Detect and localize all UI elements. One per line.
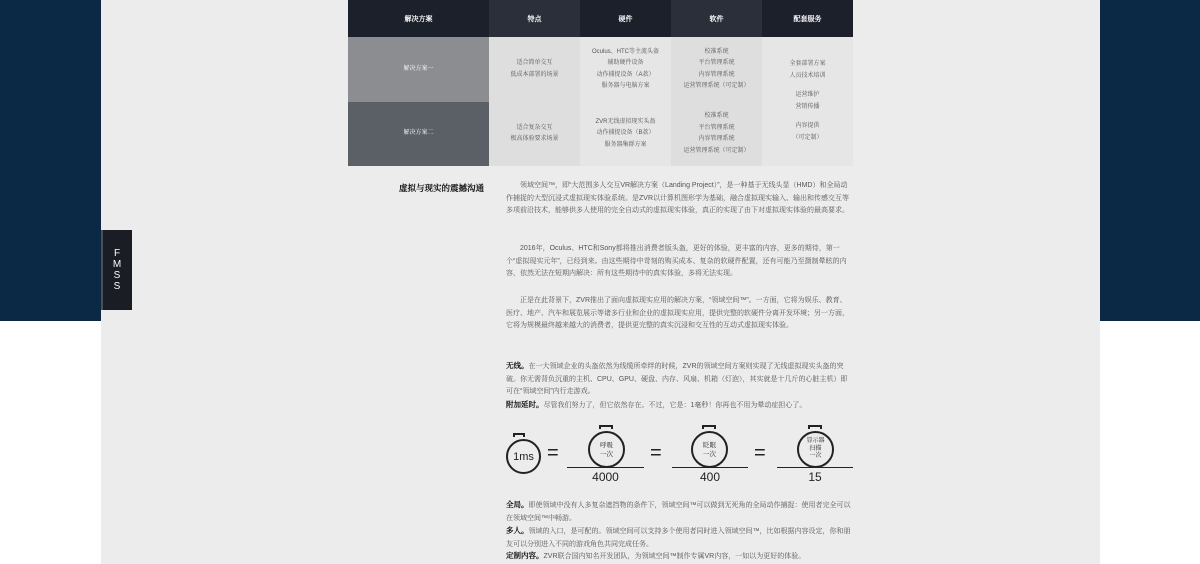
stopwatch-line: 一次 <box>809 453 822 460</box>
stopwatch-icon <box>599 425 613 429</box>
stopwatch-icon <box>513 433 525 437</box>
table-header-solution: 解决方案 <box>348 0 489 37</box>
hardware-line: ZVR无线虚拟现实头盔 <box>595 118 656 125</box>
equals-sign: = <box>754 442 766 464</box>
row-name-solution-1 <box>348 37 489 102</box>
paragraph-latency <box>506 399 852 413</box>
stopwatch-breath <box>588 431 625 468</box>
stopwatch-display-scan <box>797 431 834 468</box>
software-line: 校准系统 <box>704 113 729 119</box>
paragraph-text: 尽管我们努力了，但它依然存在。不过，它是：1毫秒！你再也不用为晕动症担心了。 <box>543 402 807 409</box>
service-line: 人员技术培训 <box>789 72 826 79</box>
paragraph-label: 多人。 <box>506 526 529 535</box>
fraction-value: 4000 <box>592 470 619 484</box>
row-name: 解决方案二 <box>403 130 434 137</box>
stopwatch-icon <box>808 425 822 429</box>
hardware-line: 服务器集群方案 <box>604 141 647 148</box>
paragraph-label: 附加延时。 <box>506 400 544 409</box>
row1-features <box>489 37 580 102</box>
paragraph-custom-content <box>506 550 852 564</box>
row2-hardware <box>580 102 671 166</box>
row2-features <box>489 102 580 166</box>
software-line: 内容管理系统 <box>698 71 735 78</box>
software-line: 运营管理系统（可定制） <box>683 147 750 154</box>
paragraph-global <box>506 499 852 525</box>
stopwatch-label: 1ms <box>513 450 534 463</box>
services-cell <box>762 37 853 166</box>
fraction-value: 15 <box>808 470 822 484</box>
stopwatch-line: 扫描 <box>809 445 822 452</box>
table-header-hardware: 硬件 <box>580 0 671 37</box>
stopwatch-line: 显示器 <box>806 438 825 445</box>
feature-line: 适合简单交互 <box>516 60 553 66</box>
row1-software <box>671 37 762 102</box>
fmss-side-tab[interactable] <box>101 230 132 310</box>
software-line: 运营管理系统（可定制） <box>683 83 750 89</box>
hardware-line: 动作捕捉设备（B款） <box>596 130 655 137</box>
service-line: 全套部署方案 <box>789 61 826 67</box>
software-line: 内容管理系统 <box>698 136 735 142</box>
paragraph-label: 无线。 <box>506 361 529 370</box>
hardware-line: 辅助硬件设备 <box>607 60 644 66</box>
hardware-line: Oculus、HTC等主流头盔 <box>591 48 659 55</box>
equals-sign: = <box>650 442 662 464</box>
hardware-line: 服务器与电脑方案 <box>601 83 650 89</box>
paragraph-multi-user <box>506 525 852 551</box>
table-header-software: 软件 <box>671 0 762 37</box>
software-line: 校准系统 <box>704 48 729 55</box>
stopwatch-blink <box>691 431 728 468</box>
table-header-services: 配套服务 <box>762 0 853 37</box>
paragraph-text: 即使领域中没有人多复杂遮挡物的条件下，领域空间™可以做到无死角的全局动作捕捉：使用者完全可以在领域空间™中畅游。 <box>506 502 851 522</box>
row2-software <box>671 102 762 166</box>
service-line: 营销传播 <box>795 103 820 110</box>
fraction-line <box>777 467 853 468</box>
paragraph-label: 全局。 <box>506 500 529 509</box>
side-tab-letter: S <box>113 281 122 292</box>
service-line: 运营维护 <box>795 92 820 98</box>
feature-line: 极高体验要求场景 <box>510 136 559 142</box>
software-line: 平台管理系统 <box>698 124 735 131</box>
stopwatch-1ms <box>506 439 541 474</box>
side-tab-letter: M <box>112 259 123 270</box>
stopwatch-icon <box>702 425 716 429</box>
table-header-features: 特点 <box>489 0 580 37</box>
hardware-line: 动作捕捉设备（A款） <box>596 71 655 78</box>
fraction-value: 400 <box>699 470 721 484</box>
side-tab-letter: S <box>113 270 122 281</box>
paragraph-wireless <box>506 360 852 399</box>
fraction-line <box>567 467 644 468</box>
service-line: （可定制） <box>792 134 823 141</box>
article-heading: 虚拟与现实的震撼沟通 <box>399 183 485 193</box>
row1-hardware <box>580 37 671 102</box>
paragraph-label: 定制内容。 <box>506 551 544 560</box>
row-name-solution-2 <box>348 102 489 166</box>
software-line: 平台管理系统 <box>698 60 735 66</box>
stopwatch-line: 呼吸 <box>600 441 613 449</box>
stopwatch-line: 一次 <box>703 450 716 458</box>
paragraph-text: 领域的入口，是可配的。领域空间可以支持多个使用者同时进入领域空间™，比如根据内容设定，你和朋友可以分别进入不同的游戏角色共同完成任务。 <box>506 528 851 548</box>
stopwatch-line: 眨眼 <box>703 441 716 449</box>
fraction-line <box>672 467 748 468</box>
paragraph-text: ZVR联合国内知名开发团队，为领域空间™制作专属VR内容，一如以为更好的体验。 <box>543 553 806 560</box>
feature-line: 适合复杂交互 <box>516 124 553 131</box>
paragraph-text: 在一大领域企业的头盔依然为线缆所牵绊的时候，ZVR的领域空间方案则实现了无线虚拟现实头盔的突破。你无需背负沉重的主机、CPU、GPU、硬盘、内存、风扇、机箱（灯泡），其实就是十几斤的心脏主机）即可在“领域空间”内行走游戏。 <box>506 363 848 395</box>
side-tab-letter: F <box>113 248 122 259</box>
paragraph-intro: 领域空间™，即“大范围多人交互VR解决方案（Landing Project）”，是一种基于无线头显（HMD）和全局动作捕捉的大型沉浸式虚拟现实体验系统。是ZVR以计算机图形学为基础，融合虚拟现实输入、输出和传感交互等多项前沿技术，能够供多人使用的完全自动式的虚拟现实体验，真正的实现了由下对虚拟现实体验的最高要求。 <box>506 182 849 214</box>
equals-sign: = <box>547 442 559 464</box>
stopwatch-line: 一次 <box>600 450 613 458</box>
row-name: 解决方案一 <box>403 65 434 72</box>
service-line: 内容提供 <box>795 123 820 129</box>
paragraph-background: 正是在此背景下，ZVR推出了面向虚拟现实应用的解决方案，“领域空间™”。一方面，它将为娱乐、教育、医疗、地产、汽车和展览展示等诸多行业和企业的虚拟现实应用，提供完整的软硬件分离开发环境；另一方面，它将为规模最终越来越大的消费者，提供更完整的真实沉浸和交互性的互动式虚拟现实体验。 <box>506 297 849 329</box>
feature-line: 低成本部署的场景 <box>510 71 559 78</box>
solution-comparison-table <box>348 0 853 166</box>
paragraph-2016: 2016年，Oculus、HTC和Sony都将推出消费者版头盔，更好的体验，更丰富的内容，更多的期待，第一个“虚拟现实元年”，已经到来。由这些期待中苛刻的购买成本、复杂的软硬件配置，还有可能乃至摄制晕眩的内容，依然无法在短期内解决：所有这些期待中的真实体验，多将无法实现。 <box>506 245 847 277</box>
